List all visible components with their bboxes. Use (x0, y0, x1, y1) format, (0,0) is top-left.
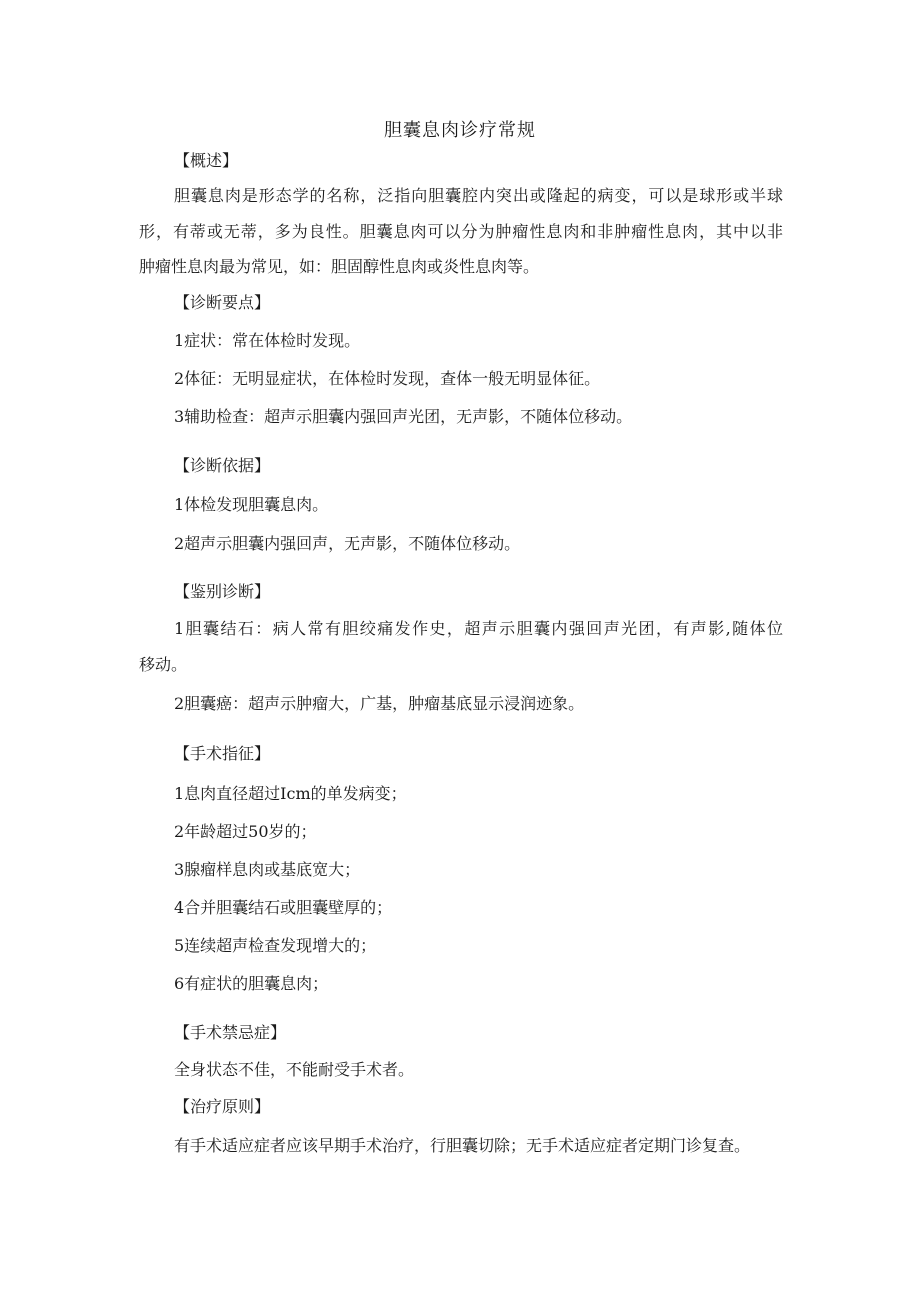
differential-item-2: 2胆囊癌：超声示肿瘤大，广基，肿瘤基底显示浸润迹象。 (174, 694, 585, 713)
overview-line-1: 胆囊息肉是形态学的名称，泛指向胆囊腔内突出或隆起的病变，可以是球形或半球 (174, 186, 783, 205)
differential-item-1-line-2: 移动。 (139, 655, 188, 674)
indication-item: 3腺瘤样息肉或基底宽大； (174, 860, 361, 879)
indication-item: 2年龄超过50岁的； (174, 822, 317, 841)
diagnosis-basis-item: 2超声示胆囊内强回声，无声影，不随体位移动。 (174, 534, 521, 553)
section-heading-overview: 【概述】 (174, 151, 239, 170)
section-heading-treatment: 【治疗原则】 (174, 1097, 271, 1116)
treatment-text: 有手术适应症者应该早期手术治疗，行胆囊切除；无手术适应症者定期门诊复查。 (174, 1136, 751, 1155)
section-heading-diagnosis-basis: 【诊断依据】 (174, 456, 271, 475)
diagnosis-point-item: 3辅助检查：超声示胆囊内强回声光团，无声影，不随体位移动。 (174, 407, 633, 426)
indication-item: 6有症状的胆囊息肉； (174, 974, 329, 993)
section-heading-diagnosis-points: 【诊断要点】 (174, 293, 271, 312)
diagnosis-point-item: 2体征：无明显症状，在体检时发现，查体一般无明显体征。 (174, 369, 601, 388)
section-heading-contraindications: 【手术禁忌症】 (174, 1023, 287, 1042)
indication-item: 1息肉直径超过Icm的单发病变； (174, 784, 407, 803)
overview-line-2: 形，有蒂或无蒂，多为良性。胆囊息肉可以分为肿瘤性息肉和非肿瘤性息肉，其中以非 (139, 222, 783, 241)
section-heading-differential: 【鉴别诊断】 (174, 582, 271, 601)
differential-item-1-line-1: 1胆囊结石：病人常有胆绞痛发作史，超声示胆囊内强回声光团，有声影,随体位 (174, 619, 783, 638)
contraindications-text: 全身状态不佳，不能耐受手术者。 (174, 1060, 415, 1079)
diagnosis-point-item: 1症状：常在体检时发现。 (174, 331, 361, 350)
indication-item: 4合并胆囊结石或胆囊壁厚的； (174, 898, 393, 917)
page-title: 胆囊息肉诊疗常规 (384, 120, 536, 141)
section-heading-indications: 【手术指征】 (174, 744, 271, 763)
diagnosis-basis-item: 1体检发现胆囊息肉。 (174, 495, 329, 514)
indication-item: 5连续超声检查发现增大的； (174, 936, 377, 955)
overview-line-3: 肿瘤性息肉最为常见，如：胆固醇性息肉或炎性息肉等。 (139, 257, 540, 276)
